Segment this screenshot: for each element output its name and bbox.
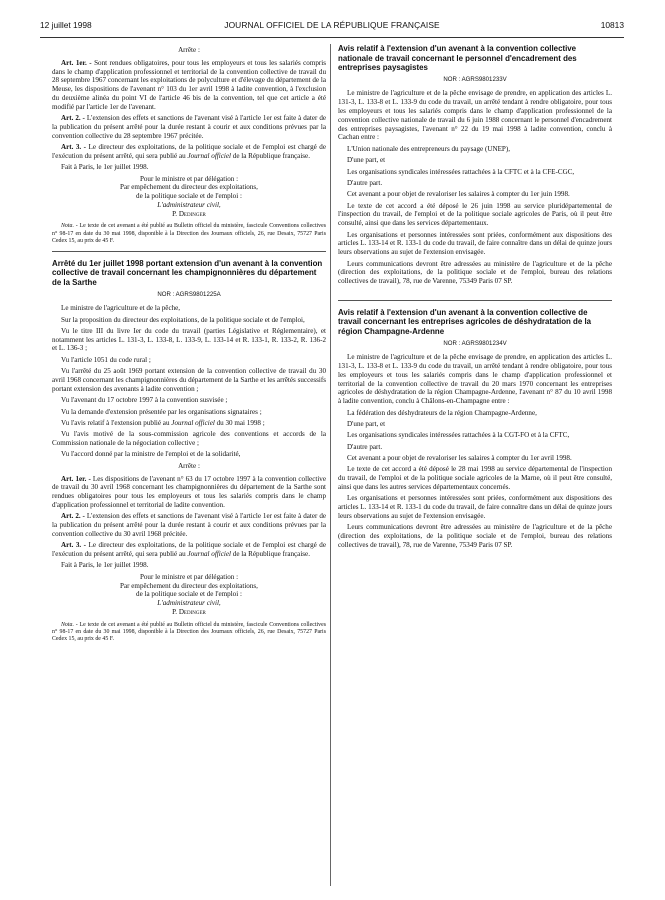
section-title-sarthe: Arrêté du 1er juillet 1998 portant extension d'un avenant à la convention collective de travail concernant les champignonnières du département de la Sarthe: [52, 258, 323, 287]
left-column: [52, 44, 326, 646]
paragraph: Leurs communications devront être adressées au ministère de l'agriculture et de la pêche (direction des exploitations, de la politique sociale et de l'emploi, bureau des relations collectives de travail), 78, rue de Varenne, 75349 Paris 07 SP.: [338, 259, 612, 286]
section-separator: [52, 251, 326, 252]
paragraph: D'une part, et: [347, 156, 386, 165]
paragraph: Vu le titre III du livre Ier du code du travail (parties Législative et Réglementaire), et notamment les articles L. 131-3, L. 133-8, L. 133-9, L. 133-14 et R. 133-1, R. 133-2, R. 136-2 et L. 136-3 ;: [52, 326, 326, 353]
article-1-label: Art. 1er. -: [61, 58, 92, 67]
signature-line-1: Pour le ministre et par délégation :: [139, 572, 239, 581]
nota-text: Le texte de cet avenant a été publié au Bulletin officiel du ministère, fascicule Conventions collectives n° 98-17 en date du 30 mai 1998, disponible à la Direction des Journaux officiels, 26, rue Desaix, 75727 Paris Cedex 15, au prix de 45 F.: [52, 223, 326, 244]
paragraph: [52, 419, 326, 428]
paragraph: Les organisations et personnes intéressées sont priées, conformément aux dispositions des articles L. 133-14 et R. 133-1 du code du travail, de faire connaître dans un délai de quinze jours leurs observations au sujet de l'extension envisagée.: [338, 230, 613, 257]
nota-label: Nota. -: [61, 621, 78, 628]
fait-a-paris: Fait à Paris, le 1er juillet 1998.: [61, 163, 149, 172]
signature-name: P. Dedinger: [172, 209, 206, 218]
journal-officiel-ref: Journal officiel: [187, 151, 231, 160]
right-column: [338, 44, 612, 552]
header-rule: [40, 37, 624, 38]
paragraph: D'autre part.: [347, 178, 383, 187]
article-1-text: Les dispositions de l'avenant n° 63 du 17 octobre 1997 à la convention collective de travail du 30 avril 1968 concernant les champignonnières du département de la Sarthe sont rendues obligatoires pour tous les employeurs et tous les salariés compris dans le champ d'application professionnel et territorial de ladite convention.: [52, 474, 326, 509]
section-separator: [338, 300, 612, 301]
paragraph: Le ministre de l'agriculture et de la pêche envisage de prendre, en application des articles L. 131-3, L. 133-8 et L. 133-9 du code du travail, un arrêté tendant à rendre obligatoire, pour tous les employeurs et tous les salariés compris dans le champ d'application professionnel de la convention collective nationale de travail du 6 juin 1988 concernant le personnel d'encadrement des entreprises paysagistes, l'avenant n° 22 du 19 mai 1998 à ladite convention, conclu à Cachan entre :: [338, 89, 612, 142]
article-3: [52, 541, 326, 559]
nor-reference: NOR : AGRS9801225A: [157, 290, 221, 298]
paragraph: Vu l'avis motivé de la sous-commission agricole des conventions et accords de la Commission nationale de la négociation collective ;: [52, 430, 326, 448]
article-2: [52, 114, 326, 140]
header-date: 12 juillet 1998: [40, 20, 92, 30]
section-title-champagne: Avis relatif à l'extension d'un avenant à la convention collective de travail concernant les entreprises agricoles de déshydratation de la région Champagne-Ardenne: [338, 307, 592, 337]
paragraph: D'autre part.: [347, 442, 383, 451]
paragraph: Les organisations syndicales intéressées rattachées à la CFTC et à la CFE-CGC,: [347, 167, 575, 176]
signature-block: [52, 573, 326, 617]
paragraph: Leurs communications devront être adressées au ministère de l'agriculture et de la pêche (direction des exploitations, de la politique sociale et de l'emploi, bureau des relations collectives de travail), 78, rue de Varenne, 75349 Paris 07 SP.: [338, 523, 612, 549]
signature-block: [52, 175, 326, 219]
article-3-label: Art. 3. -: [61, 143, 87, 151]
article-3-text: Le directeur des exploitations, de la politique sociale et de l'emploi est chargé de l'exécution du présent arrêté, qui sera publié au: [52, 143, 326, 160]
nota: [52, 223, 326, 244]
paragraph: Vu l'avenant du 17 octobre 1997 à la convention susvisée ;: [61, 396, 228, 405]
article-3-end: de la République française.: [232, 550, 310, 559]
paragraph: L'Union nationale des entrepreneurs du paysage (UNEP),: [347, 144, 511, 153]
article-2-text: L'extension des effets et sanctions de l'avenant visé à l'article 1er est faite à dater de la publication du présent arrêté pour la durée restant à courir et aux conditions prévues par la convention collective du 28 septembre 1967 précitée.: [52, 114, 327, 140]
signature-line-3: de la politique sociale et de l'emploi :: [136, 590, 242, 599]
nor-reference: NOR : AGRS9801233V: [443, 75, 507, 83]
article-2: [52, 512, 326, 538]
journal-officiel-ref: Journal officiel: [187, 550, 231, 559]
paragraph: Sur la proposition du directeur des exploitations, de la politique sociale et de l'emploi,: [61, 315, 305, 324]
article-1: [52, 59, 326, 112]
article-2-label: Art. 2. -: [61, 512, 85, 521]
fait-a-paris: Fait à Paris, le 1er juillet 1998.: [61, 561, 149, 570]
paragraph: Vu l'accord donné par la ministre de l'emploi et de la solidarité,: [61, 450, 241, 459]
article-3-end: de la République française.: [232, 151, 310, 160]
paragraph: Cet avenant a pour objet de revaloriser les salaires à compter du 1er juin 1998.: [347, 190, 570, 199]
article-1-text: Sont rendues obligatoires, pour tous les employeurs et tous les salariés compris dans le champ d'application professionnel et territorial de la convention collective de travail du 28 septembre 1967 concernant les exploitations de polyculture et d'élevage du département de la Meuse, les dispositions de l'avenant n° 103 du 1er avril 1998 à ladite convention, à l'exclusion du deuxième alinéa du point VI de l'article 46 bis de la convention, tel que cet article a été modifié par l'article 1er de l'avenant.: [52, 58, 326, 111]
paragraph: Le ministre de l'agriculture et de la pêche envisage de prendre, en application des articles L. 131-3, L. 133-8 et L. 133-9 du code du travail, un arrêté tendant à rendre obligatoire, pour tous les employeurs et tous les salariés compris dans le champ d'application professionnel et territorial de la convention collective de travail du 20 mars 1970 concernant les entreprises agricoles de déshydratation de la région Champagne-Ardenne, l'avenant n° 87 du 10 avril 1998 à ladite convention, conclu à Châlons-en-Champagne entre :: [338, 353, 612, 406]
signature-line-3: de la politique sociale et de l'emploi :: [136, 192, 242, 201]
paragraph: Vu la demande d'extension présentée par les organisations signataires ;: [61, 407, 262, 416]
paragraph: Le texte de cet accord a été déposé le 26 juin 1998 au service pluridépartemental de l'inspection du travail, de l'emploi et de la politique sociale agricoles de Paris, où il peut être consulté, ainsi que dans les services départementaux.: [338, 201, 612, 228]
paragraph: Le texte de cet accord a été déposé le 28 mai 1998 au service départemental de l'inspection du travail, de l'emploi et de la politique sociale agricoles de la Marne, où il peut être consulté, ainsi que dans les autres services départementaux concernés.: [338, 465, 612, 492]
signature-name: P. Dedinger: [172, 607, 206, 616]
arrete-heading: Arrête :: [178, 461, 200, 470]
article-2-text: L'extension des effets et sanctions de l'avenant visé à l'article 1er est faite à dater de la publication du présent arrêté pour la durée restant à courir et aux conditions prévues par la convention collective du 30 avril 1968 précitée.: [52, 512, 327, 538]
paragraph: Le ministre de l'agriculture et de la pêche,: [61, 304, 181, 313]
avis-text: Vu l'avis relatif à l'extension publié au: [61, 418, 170, 427]
paragraph: Vu l'arrêté du 25 août 1969 portant extension de la convention collective de travail du 30 avril 1968 concernant les champignonnières du département de la Sarthe et les arrêtés successifs portant extension des avenants à ladite convention ;: [52, 367, 326, 393]
signature-line-2: Par empêchement du directeur des exploitations,: [120, 581, 258, 590]
signature-line-4: L'administrateur civil,: [157, 599, 221, 608]
paragraph: Vu l'article 1051 du code rural ;: [61, 355, 151, 364]
page-header: [40, 20, 624, 34]
paragraph: La fédération des déshydrateurs de la région Champagne-Ardenne,: [347, 408, 537, 417]
signature-line-1: Pour le ministre et par délégation :: [139, 174, 239, 183]
nor-reference: NOR : AGRS9801234V: [443, 339, 507, 347]
header-title: JOURNAL OFFICIEL DE LA RÉPUBLIQUE FRANÇAISE: [224, 20, 440, 30]
article-1-label: Art. 1er. -: [61, 474, 91, 483]
article-2-label: Art. 2. -: [61, 114, 85, 123]
signature-line-2: Par empêchement du directeur des exploitations,: [120, 183, 258, 192]
article-1: [52, 475, 326, 510]
paragraph: Les organisations et personnes intéressées sont priées, conformément aux dispositions des articles L. 133-14 et R. 133-1 du code du travail, de faire connaître dans un délai de quinze jours leurs observations au sujet de l'extension envisagée.: [338, 494, 613, 520]
nota-label: Nota. -: [61, 223, 78, 230]
article-3: [52, 143, 326, 161]
journal-officiel-ref: Journal officiel: [171, 418, 215, 427]
paragraph: Les organisations syndicales intéressées rattachées à la CGT-FO et à la CFTC,: [347, 431, 570, 440]
paragraph: Cet avenant a pour objet de revaloriser les salaires à compter du 1er avril 1998.: [347, 454, 572, 463]
article-3-label: Art. 3. -: [61, 541, 87, 550]
section-title-paysagistes: Avis relatif à l'extension d'un avenant à la convention collective nationale de travail concernant le personnel d'encadrement des entreprises paysagistes: [338, 44, 577, 73]
nota: [52, 622, 326, 643]
arrete-heading: Arrête :: [178, 46, 200, 54]
nota-text: Le texte de cet avenant a été publié au Bulletin officiel du ministère, fascicule Conventions collectives n° 98-17 en date du 30 mai 1998, disponible à la Direction des Journaux officiels, 26, rue Desaix, 75727 Paris Cedex 15, au prix de 45 F.: [52, 621, 326, 642]
article-3-text: Le directeur des exploitations, de la politique sociale et de l'emploi est chargé de l'exécution du présent arrêté, qui sera publié au: [52, 541, 326, 559]
signature-line-4: L'administrateur civil,: [157, 200, 221, 209]
column-separator: [330, 44, 331, 886]
paragraph: D'une part, et: [347, 419, 386, 428]
header-page-number: 10813: [600, 20, 624, 30]
avis-date: du 30 mai 1998 ;: [216, 418, 265, 427]
